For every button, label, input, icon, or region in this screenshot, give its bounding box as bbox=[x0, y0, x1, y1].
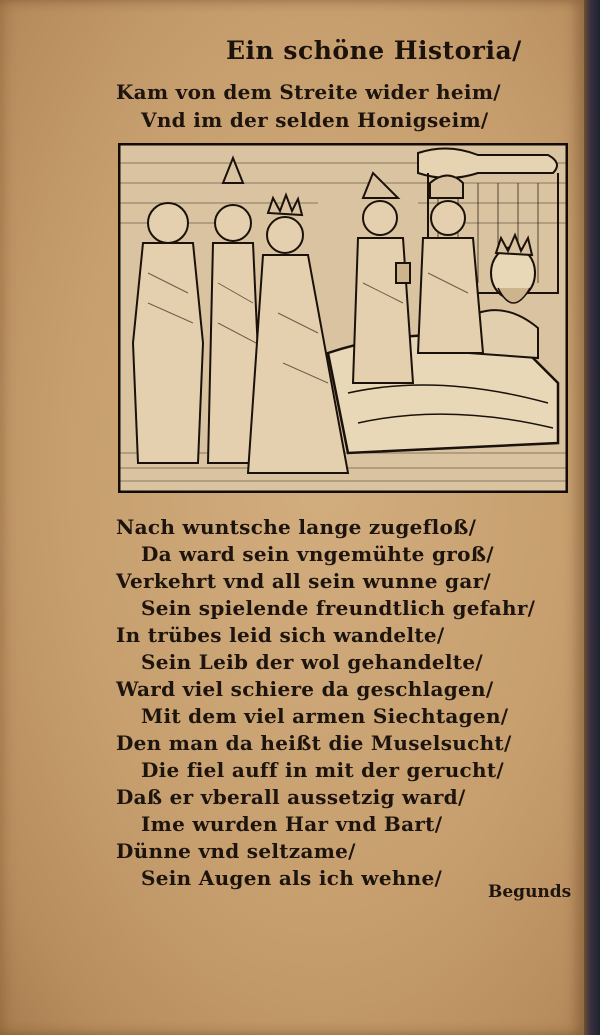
verse-line: Da ward sein vngemühte groß/ bbox=[141, 542, 494, 566]
verse-line: Den man da heißt die Muselsucht/ bbox=[116, 731, 512, 755]
verse-line: Dünne vnd seltzame/ bbox=[116, 839, 356, 863]
verse-line: Ward viel schiere da geschlagen/ bbox=[116, 677, 494, 701]
verse-line: Die fiel auff in mit der gerucht/ bbox=[141, 758, 505, 782]
verse-line: Sein Leib der wol gehandelte/ bbox=[141, 650, 483, 674]
page-edge bbox=[584, 0, 600, 1035]
verse-line: Kam von dem Streite wider heim/ bbox=[116, 80, 501, 104]
verse-line: Ime wurden Har vnd Bart/ bbox=[141, 812, 443, 836]
woodcut-illustration bbox=[118, 143, 568, 493]
verse-line: Vnd im der selden Honigseim/ bbox=[141, 108, 489, 132]
verse-line: Mit dem viel armen Siechtagen/ bbox=[141, 704, 509, 728]
verse-line: Verkehrt vnd all sein wunne gar/ bbox=[116, 569, 492, 593]
verse-line: Sein Augen als ich wehne/ bbox=[141, 866, 443, 890]
running-title: Ein schöne Historia/ bbox=[226, 36, 522, 65]
verse-line: Sein spielende freundtlich gefahr/ bbox=[141, 596, 536, 620]
catchword: Begunds bbox=[488, 882, 572, 902]
verse-line: Nach wuntsche lange zugefloß/ bbox=[116, 515, 477, 539]
verse-line: Daß er vberall aussetzig ward/ bbox=[116, 785, 466, 809]
verse-line: In trübes leid sich wandelte/ bbox=[116, 623, 445, 647]
